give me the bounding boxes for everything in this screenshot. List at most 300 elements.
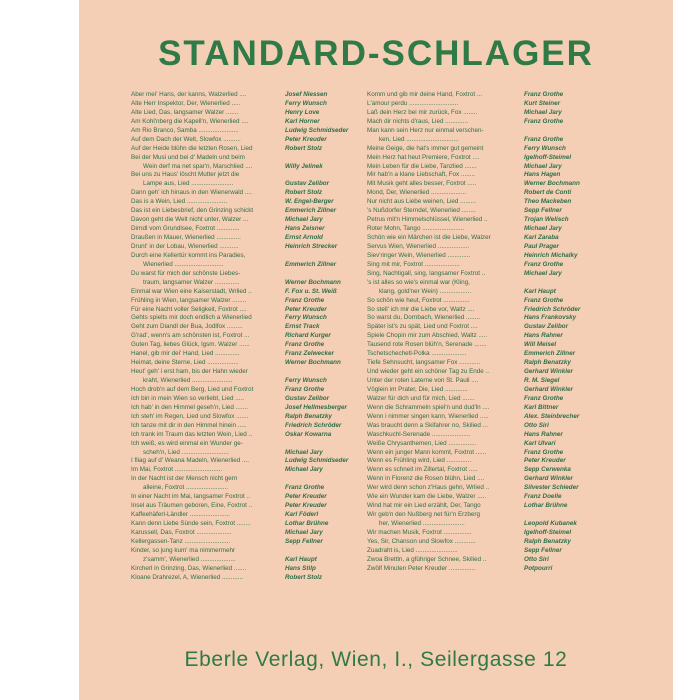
composer-name: Robert de Conti (524, 189, 572, 197)
song-title: So warst du, Dornbach, Wienerlied ........ (367, 314, 481, 322)
song-title: Auf der Heide blühn die letzten Rosen, Lied (131, 144, 253, 152)
song-title: Man kann sein Herz nur einmal verschen- (367, 126, 484, 134)
song-title: Hoch drob'n auf dem Berg, Lied und Foxtrot (131, 385, 254, 393)
list-item (367, 127, 627, 136)
list-item (367, 449, 627, 458)
song-title: Mir hab'n a klane Liebschaft, Fox ........ (367, 171, 475, 179)
list-item (131, 234, 389, 243)
list-item (131, 386, 389, 395)
list-item (367, 475, 627, 484)
song-title: Guten Tag, liebes Glück, lgsm. Walzer ...... (131, 341, 250, 349)
composer-name: Lothar Brühne (524, 502, 568, 510)
list-item (131, 457, 389, 466)
list-item (131, 171, 389, 180)
composer-name: Robert Stolz (285, 189, 323, 197)
composer-name: Igelhoff-Steimel (524, 153, 572, 161)
song-title: Heimat, deine Sterne, Lied .................. (131, 359, 239, 367)
list-item (367, 100, 627, 109)
composer-name: Gustav Zelibor (524, 323, 569, 331)
list-item (367, 511, 627, 520)
composer-name: Friedrich Schröder (524, 305, 581, 313)
list-item (131, 520, 389, 529)
song-title: Zwoa Brettln, a gführiger Schnee, Skilied .. (367, 555, 487, 563)
song-list-left (131, 91, 389, 583)
composer-name: W. Engel-Berger (285, 198, 334, 206)
list-item (131, 100, 389, 109)
song-title: Wenn i nimmer singen kann, Wienerlied ..... (367, 412, 489, 420)
list-item (367, 538, 627, 547)
list-item (131, 288, 389, 297)
list-item (367, 493, 627, 502)
song-title: Wenn es Frühling wird, Lied .............. (367, 457, 472, 465)
song-title: Das ist ein Liebesbrief, den Grinzing schickt (131, 207, 254, 215)
list-item (367, 118, 627, 127)
song-title: Ich bin in mein Wien so verliebt, Lied ..... (131, 394, 245, 402)
list-item (367, 314, 627, 323)
song-title: Sing mit mir, Foxtrot .................... (367, 260, 460, 268)
song-title: Drunt' in der Lobau, Wienerlied ........... (131, 242, 239, 250)
composer-name: Michael Jary (285, 448, 323, 456)
list-item (131, 279, 389, 288)
composer-name: Franz Grothe (524, 448, 564, 456)
song-title: Am Kohl'nberg die Kapell'n, Wienerlied .... (131, 117, 249, 125)
list-item (131, 449, 389, 458)
list-item (367, 91, 627, 100)
list-item (367, 207, 627, 216)
composer-name: Sepp Fellner (524, 207, 562, 215)
song-title: Servus Wien, Wienerlied .................. (367, 242, 470, 250)
list-item (131, 574, 389, 583)
list-item (367, 297, 627, 306)
composer-name: Alex. Steinbrecher (524, 412, 580, 420)
song-title: Im Mai, Foxtrot ........................... (131, 466, 222, 474)
composer-name: Karl Zaraba (524, 234, 559, 241)
composer-name: Peter Kreuder (285, 502, 327, 510)
song-title: Wer wird denn schon z'Haus gehn, Wrlied .. (367, 484, 490, 492)
song-title: z'samm', Wienerlied .................... (143, 555, 236, 563)
song-title: Tiefe Sehnsucht, langsamer Fox ............ (367, 359, 481, 367)
song-title: traum, langsamer Walzer .............. (143, 278, 240, 286)
composer-name: Franz Grothe (285, 484, 325, 492)
composer-name: Peter Kreuder (285, 135, 327, 143)
composer-name: Emmerich Zillner (285, 207, 337, 215)
composer-name: Franz Doelle (524, 493, 562, 501)
composer-name: Werner Bochmann (285, 278, 341, 286)
list-item (131, 207, 389, 216)
composer-name: Karl Ulvari (524, 439, 556, 447)
list-item (131, 323, 389, 332)
list-item (367, 109, 627, 118)
composer-name: Lothar Brühne (285, 520, 329, 527)
song-title: Zwölf Minuten Peter Kreuder ............... (367, 564, 476, 572)
composer-name: Sepp Fellner (524, 546, 562, 554)
song-title: Einmal war Wien eine Kaiserstadt, Wrlied .. (131, 287, 252, 295)
song-title: Sing, Nachtigall, sing, langsamer Foxtrot .. (367, 269, 486, 277)
song-title: Davon geht die Welt nicht unter, Walzer ... (131, 216, 249, 224)
list-item (131, 118, 389, 127)
composer-name: Michael Jary (285, 466, 323, 474)
list-item (131, 109, 389, 118)
song-title: Kellergassen-Tanz .......................... (131, 537, 231, 545)
song-title: Später ist's zu spät, Lied und Foxtrot .... (367, 323, 478, 331)
composer-name: Franz Grothe (524, 394, 564, 402)
song-title: scheh'n, Lied ........................... (143, 448, 229, 456)
list-item (367, 466, 627, 475)
composer-name: Paul Prager (524, 242, 559, 250)
composer-name: Gerhard Winkler (524, 475, 573, 483)
composer-name: Silvester Schieder (524, 484, 579, 492)
list-item (367, 270, 627, 279)
list-item (131, 136, 389, 145)
composer-name: Franz Grothe (524, 296, 564, 304)
list-item (367, 377, 627, 386)
song-title: Mein Herz hat heut Premiere, Foxtrot .... (367, 153, 480, 161)
list-item (367, 234, 627, 243)
composer-name: Gerhard Winkler (524, 368, 573, 376)
song-title: Für eine Nacht voller Seligkeit, Foxtrot .... (131, 305, 247, 313)
composer-name: Josef Hellmesberger (285, 403, 347, 411)
composer-name: Franz Grothe (285, 296, 325, 304)
composer-name: Richard Kurger (285, 332, 331, 340)
song-title: Ich tanze mit dir in den Himmel hinein ..... (131, 421, 247, 429)
composer-name: Hans Rahner (524, 430, 563, 438)
composer-name: Ernst Track (285, 323, 320, 331)
list-item (131, 502, 389, 511)
composer-name: Theo Mackeben (524, 198, 572, 206)
song-title: Meine Geige, die hat's immer gut gemeint (367, 144, 484, 152)
list-item (367, 198, 627, 207)
composer-name: Robert Stolz (285, 144, 323, 152)
song-title: 's Nußdorfer Sterndel, Wienerlied ........ (367, 207, 476, 215)
publisher-footer: Eberle Verlag, Wien, I., Seilergasse 12 (184, 648, 568, 671)
list-item (131, 350, 389, 359)
list-item (131, 431, 389, 440)
song-title: Wir machen Musik, Foxtrot ................ (367, 528, 472, 536)
song-title: kraht, Wienerlied ....................... (143, 377, 233, 384)
song-title: In der Nacht ist der Mensch nicht gern (131, 475, 238, 483)
page-title: STANDARD-SCHLAGER (158, 34, 594, 73)
composer-name: Karl Haupt (524, 287, 556, 295)
composer-name: Franz Grothe (524, 135, 564, 143)
song-title: Frühling in Wien, langsamer Walzer ........ (131, 296, 247, 304)
list-item (367, 171, 627, 180)
song-title: Du warst für mich der schönste Liebes- (131, 269, 241, 277)
song-title: Mit Musik geht alles besser, Foxtrot ..... (367, 180, 477, 188)
list-item (131, 413, 389, 422)
list-item (131, 314, 389, 323)
song-title: Laß dein Herz bei mir zurück, Fox ........ (367, 108, 478, 116)
list-item (367, 341, 627, 350)
composer-name: Gerhard Winkler (524, 385, 573, 393)
song-title: Ich hab' in den Himmel geseh'n, Lied ....... (131, 403, 248, 411)
list-item (367, 163, 627, 172)
song-title: Bei uns zu Haus' löscht Mutter jetzt die (131, 171, 240, 179)
list-item (367, 457, 627, 466)
song-title: Walzer für dich und für mich, Lied ....... (367, 394, 475, 402)
composer-name: Franz Grothe (285, 341, 325, 349)
list-item (367, 359, 627, 368)
list-item (131, 198, 389, 207)
composer-name: Emmerich Zillner (285, 260, 337, 268)
composer-name: Igelhoff-Steimel (524, 528, 572, 536)
list-item (131, 556, 389, 565)
song-title: So stell' ich mir die Liebe vor, Waltz .... (367, 305, 475, 313)
song-title: Unter der roten Laterne von St. Pauli .... (367, 377, 479, 384)
song-title: Wenn es schneit im Zillertal, Foxtrot ..... (367, 466, 478, 474)
song-list-right (367, 91, 627, 574)
song-title: Lampe aus, Lied ........................ (143, 180, 234, 188)
song-title: In einer Nacht im Mai, langsamer Foxtrot .. (131, 493, 250, 501)
composer-name: Otto Siri (524, 555, 549, 563)
composer-name: Hans Zeisner (285, 225, 325, 233)
song-title: Weiße Chrysanthemen, Lied ................ (367, 439, 477, 447)
song-title: Wind hat mir ein Lied erzählt, Der, Tango (367, 502, 481, 510)
composer-name: Ernst Arnold (285, 234, 323, 241)
list-item (367, 484, 627, 493)
song-title: Insel aus Träumen geboren, Eine, Foxtrot .. (131, 502, 253, 510)
list-item (367, 154, 627, 163)
song-title: Ich steh' im Regen, Lied und Slowfox ....... (131, 412, 249, 420)
list-item (131, 565, 389, 574)
list-item (131, 440, 389, 449)
composer-name: Ralph Benatzky (524, 537, 571, 545)
composer-name: Ludwig Schmidseder (285, 126, 349, 134)
list-item (367, 431, 627, 440)
composer-name: F. Fox u. St. Weiß (285, 287, 337, 295)
composer-name: Karl Horner (285, 117, 320, 125)
list-item (367, 243, 627, 252)
song-title: Wie ein Wunder kam die Liebe, Walzer ..... (367, 493, 486, 501)
song-title: I fliag auf d' Weana Madeln, Wienerlied .... (131, 457, 249, 465)
song-title: Mein Leben für die Liebe, Tanzlied ....... (367, 162, 477, 170)
list-item (131, 163, 389, 172)
song-title: Schön wie ein Märchen ist die Liebe, Walzer (367, 234, 491, 241)
song-title: Wenn ein junger Mann kommt, Foxtrot ...... (367, 448, 487, 456)
composer-name: Friedrich Schröder (285, 421, 342, 429)
list-item (131, 270, 389, 279)
list-item (367, 556, 627, 565)
list-item (367, 323, 627, 332)
composer-name: Ralph Benatzky (524, 359, 571, 367)
composer-name: Franz Grothe (285, 385, 325, 393)
song-title: Heut' geh' i erst ham, bis der Hahn wieder (131, 368, 248, 376)
composer-name: Robert Stolz (285, 573, 323, 581)
list-item (367, 279, 627, 288)
song-title: her, Wienerlied ........................ (379, 520, 465, 527)
list-item (131, 91, 389, 100)
list-item (131, 377, 389, 386)
song-title: Nur nicht aus Liebe weinen, Lied ......... (367, 198, 476, 206)
composer-name: Heinrich Strecker (285, 242, 338, 250)
composer-name: Franz Grothe (524, 91, 564, 98)
composer-name: Michael Jary (524, 108, 562, 116)
list-item (367, 288, 627, 297)
list-item (367, 386, 627, 395)
song-title: Wienerlied ............................ (143, 260, 224, 268)
list-item (131, 538, 389, 547)
song-title: Bei der Musi und bei d' Madeln und beim (131, 153, 245, 161)
composer-name: Trojan Welisch (524, 216, 569, 224)
list-item (367, 350, 627, 359)
song-title: Petrus mit'n Himmelschlüssel, Wienerlied .. (367, 216, 488, 224)
song-title: Komm und gib mir deine Hand, Foxtrot ... (367, 91, 483, 98)
list-item (131, 359, 389, 368)
list-item (367, 529, 627, 538)
composer-name: Sepp Fellner (285, 537, 323, 545)
composer-name: Hans Rahner (524, 332, 563, 340)
composer-name: Oskar Kowarna (285, 430, 332, 438)
list-item (367, 520, 627, 529)
song-title: Siev'ringer Wein, Wienerlied ............. (367, 251, 471, 259)
song-title: Aber mei' Hans, der kanns, Walzerlied .... (131, 91, 247, 98)
song-title: Dirndl vom Grundlsee, Foxtrot ............. (131, 225, 240, 233)
song-title: Und wieder geht ein schöner Tag zu Ende .. (367, 368, 490, 376)
list-item (131, 511, 389, 520)
composer-name: Potpourri (524, 564, 553, 572)
list-item (131, 216, 389, 225)
song-title: Kircherl in Grinzing, Das, Wienerlied ....... (131, 564, 247, 572)
list-item (367, 404, 627, 413)
composer-name: Franz Grothe (524, 117, 564, 125)
song-title: 's ist alles so wie's einmal war (Kling, (367, 278, 470, 286)
composer-name: Peter Kreuder (524, 457, 566, 465)
song-title: Alte Herr Inspektor, Der, Wienerlied ..... (131, 99, 241, 107)
song-title: Durch eine Kellertür kommt ins Paradies, (131, 251, 246, 259)
song-title: Zuadraht is, Lied ........................ (367, 546, 458, 554)
song-title: Ich weiß, es wird einmal ein Wunder ge- (131, 439, 243, 447)
song-title: Draußen in Mauer, Wienerlied .............. (131, 234, 241, 241)
list-item (131, 127, 389, 136)
composer-name: Heinrich Michalky (524, 251, 578, 259)
song-title: Das is a Wein, Lied ....................... (131, 198, 228, 206)
song-title: Waschkuchl-Serenade ...................... (367, 430, 471, 438)
list-item (131, 529, 389, 538)
song-title: alleine, Foxtrot ........................ (143, 484, 229, 492)
list-item (367, 332, 627, 341)
composer-name: Sepp Cerwenka (524, 466, 571, 474)
song-title: klang, gold'ner Wein) .................. (379, 287, 472, 295)
list-item (367, 440, 627, 449)
song-title: Wir geb'n den Nußberg net für'n Erzberg (367, 511, 481, 519)
list-item (367, 136, 627, 145)
song-title: Kloane Drahrezel, A, Wienerlied ............ (131, 573, 243, 581)
list-item (367, 502, 627, 511)
composer-name: Ferry Wunsch (285, 314, 327, 322)
list-item (131, 252, 389, 261)
composer-name: Otto Siri (524, 421, 549, 429)
composer-name: Karl Föderl (285, 511, 319, 519)
sheet (79, 0, 673, 700)
list-item (131, 466, 389, 475)
list-item (131, 154, 389, 163)
list-item (367, 395, 627, 404)
composer-name: Hans Frankovsky (524, 314, 577, 322)
song-title: Am Rio Branco, Samba ....................... (131, 126, 239, 134)
list-item (131, 243, 389, 252)
song-title: Karussell, Das, Foxtrot .................... (131, 528, 232, 536)
song-title: L'amour perdu ............................ (367, 99, 459, 107)
song-title: Tausend rote Rosen blüh'n, Serenade ....... (367, 341, 487, 349)
list-item (367, 413, 627, 422)
song-title: Gehts spielts mir doch endlich a Wienerlied (131, 314, 252, 322)
composer-name: Werner Bochmann (524, 180, 580, 188)
list-item (131, 297, 389, 306)
composer-name: Karl Haupt (285, 555, 317, 563)
list-item (131, 306, 389, 315)
composer-name: Ralph Benatzky (285, 412, 332, 420)
list-item (131, 261, 389, 270)
song-title: So schön wie heut, Foxtrot ............... (367, 296, 470, 304)
list-item (131, 225, 389, 234)
song-title: ken, Lied .............................. (379, 135, 459, 143)
song-title: Tschetschechetl-Polka .................... (367, 350, 467, 358)
list-item (131, 180, 389, 189)
composer-name: Michael Jary (285, 216, 323, 224)
song-title: Kann denn Liebe Sünde sein, Foxtrot ........ (131, 520, 251, 527)
composer-name: Michael Jary (524, 269, 562, 277)
song-title: Alte Lied, Das, langsamer Walzer ....... (131, 108, 239, 116)
list-item (367, 422, 627, 431)
list-item (367, 565, 627, 574)
list-item (131, 547, 389, 556)
composer-name: Ferry Wunsch (285, 377, 327, 384)
list-item (131, 368, 389, 377)
list-item (367, 145, 627, 154)
composer-name: Gustav Zelibor (285, 394, 330, 402)
composer-name: Will Meisel (524, 341, 557, 349)
song-title: Ich trank im Traum das letzten Wein, Lied .. (131, 430, 252, 438)
song-title: Hanel, gib mir dei' Hand, Lied .............. (131, 350, 240, 358)
list-item (367, 189, 627, 198)
list-item (131, 395, 389, 404)
song-title: Roter Mohn, Tango ........................ (367, 225, 465, 233)
composer-name: Kurt Steiner (524, 99, 561, 107)
list-item (131, 145, 389, 154)
composer-name: Leopold Kubanek (524, 520, 577, 527)
composer-name: Ludwig Schmidseder (285, 457, 349, 465)
song-title: Geht zum Diandl der Bua, Jodlfox ......... (131, 323, 243, 331)
composer-name: Michael Jary (524, 162, 562, 170)
composer-name: Ferry Wunsch (285, 99, 327, 107)
composer-name: Henry Love (285, 108, 320, 116)
composer-name: Josef Niessen (285, 91, 328, 98)
composer-name: Michael Jary (285, 528, 323, 536)
composer-name: Ferry Wunsch (524, 144, 566, 152)
list-item (367, 225, 627, 234)
list-item (131, 475, 389, 484)
song-title: Wenn in Florenz die Rosen blühn, Lied .... (367, 475, 485, 483)
list-item (367, 368, 627, 377)
composer-name: Michael Jary (524, 225, 562, 233)
list-item (131, 484, 389, 493)
list-item (131, 422, 389, 431)
composer-name: Karl Bittner (524, 403, 559, 411)
song-title: Yes, Sir, Chanson und Slowfox ............ (367, 537, 476, 545)
composer-name: R. M. Siegel (524, 377, 560, 384)
song-title: Kaffeehäferl-Ländler ....................... (131, 511, 230, 519)
list-item (131, 493, 389, 502)
song-title: Kinder, so jung kum' ma nimmermehr (131, 546, 236, 554)
list-item (367, 252, 627, 261)
song-title: Spiele Chopin mir zum Abschied, Waltz ..... (367, 332, 488, 340)
song-title: Was braucht denn a Skifahrer no, Skilied ... (367, 421, 488, 429)
composer-name: Peter Kreuder (285, 305, 327, 313)
list-item (367, 306, 627, 315)
song-title: Dann geh' ich hinaus in den Wienerwald .... (131, 189, 252, 197)
song-title: Auf dem Dach der Welt, Slowfox .......... (131, 135, 241, 143)
list-item (367, 216, 627, 225)
list-item (131, 341, 389, 350)
